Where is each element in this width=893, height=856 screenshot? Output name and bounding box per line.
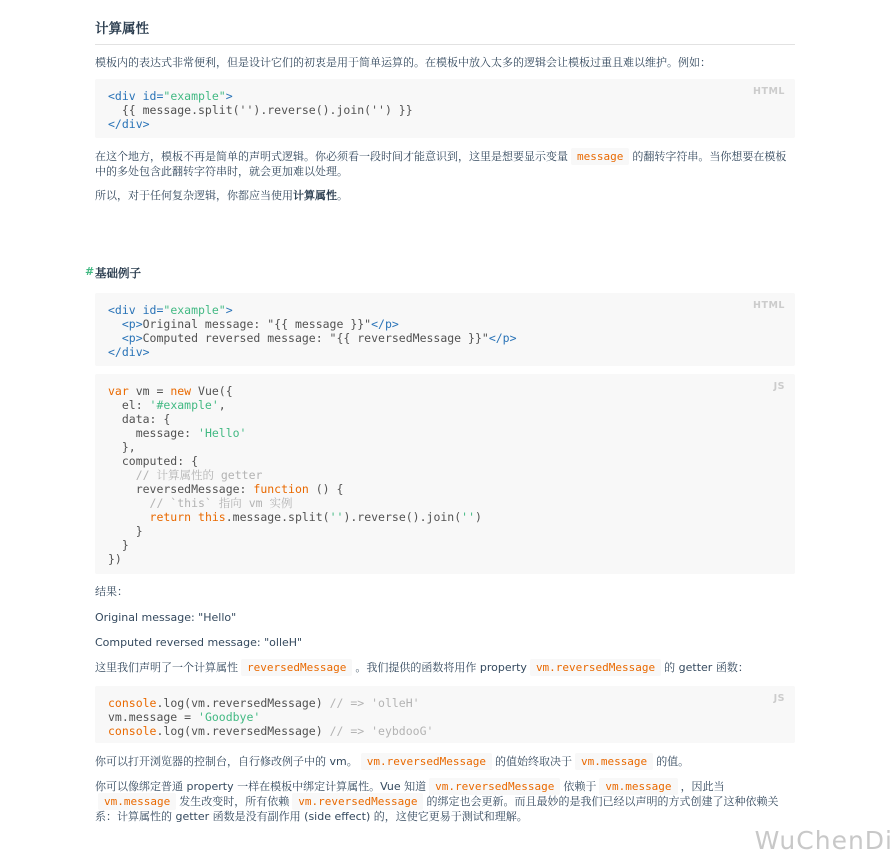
anchor-hash-link[interactable]: # [85, 265, 95, 278]
intro-paragraph: 模板内的表达式非常便利，但是设计它们的初衷是用于简单运算的。在模板中放入太多的逻辑会让模板过重且难以维护。例如： [95, 56, 711, 69]
inline-code: reversedMessage [241, 659, 352, 676]
code-block-html-2: HTML <div id="example"> <p>Original message: "{{ message }}"</p> <p>Computed reversed message: "{{ reversedMessage }}"</p> </div> [95, 293, 795, 366]
title-divider [95, 44, 795, 45]
inline-code: vm.message [599, 778, 677, 795]
inline-code: vm.message [575, 753, 653, 770]
paragraph-console-hint: 你可以打开浏览器的控制台，自行修改例子中的 vm。 vm.reversedMessage 的值始终取决于 vm.message 的值。 [95, 755, 690, 768]
code-block-js-2: JS console.log(vm.reversedMessage) // => 'olleH' vm.message = 'Goodbye' console.log(vm.reversedMessage) // => 'eybdooG' [95, 686, 795, 743]
code-lang-label: JS [773, 693, 785, 704]
code-block-html-1: HTML <div id="example"> {{ message.split('').reverse().join('') }} </div> [95, 79, 795, 138]
paragraph-explain: 在这个地方，模板不再是简单的声明式逻辑。你必须看一段时间才能意识到，这里是想要显示变量 message 的翻转字符串。当你想要在模板中的多处包含此翻转字符串时，就会更加难以处理。 [95, 150, 787, 178]
code-lang-label: HTML [753, 300, 785, 311]
section-heading-basic-example: # 基础例子 [85, 265, 141, 280]
emphasis-computed: 计算属性 [293, 189, 337, 202]
paragraph-declared-computed: 这里我们声明了一个计算属性 reversedMessage 。我们提供的函数将用作 property vm.reversedMessage 的 getter 函数： [95, 661, 749, 674]
watermark-text: WuChenDi [754, 826, 893, 855]
result-label: 结果： [95, 585, 128, 598]
result-reversed-message: Computed reversed message: "olleH" [95, 636, 303, 649]
code-lang-label: JS [773, 381, 785, 392]
code-lang-label: HTML [753, 86, 785, 97]
paragraph-dependency: 你可以像绑定普通 property 一样在模板中绑定计算属性。Vue 知道 vm.reversedMessage 依赖于 vm.message ，因此当vm.message 发生改变时，所有依赖 vm.reversedMessage 的绑定也会更新。而且最妙的是我们已经以声明的方式创建了这种依赖关系：计算属性的 getter 函数是没有副作用 (side effect) 的，这使它更易于测试和理解。 [95, 780, 779, 823]
result-original-message: Original message: "Hello" [95, 611, 237, 624]
inline-code: message [571, 148, 629, 165]
inline-code: vm.message [98, 793, 176, 810]
inline-code: vm.reversedMessage [361, 753, 492, 770]
inline-code: vm.reversedMessage [429, 778, 560, 795]
page-title: 计算属性 [95, 21, 149, 37]
paragraph-computed-hint: 所以，对于任何复杂逻辑，你都应当使用计算属性。 [95, 189, 348, 202]
code-block-js-1: JS var vm = new Vue({ el: '#example', data: { message: 'Hello' }, computed: { // 计算属性的 getter reversedMessage: function () { // `this` 指向 vm 实例 return this.message.split('').reverse().join('') } } }) [95, 374, 795, 574]
inline-code: vm.reversedMessage [530, 659, 661, 676]
inline-code: vm.reversedMessage [292, 793, 423, 810]
